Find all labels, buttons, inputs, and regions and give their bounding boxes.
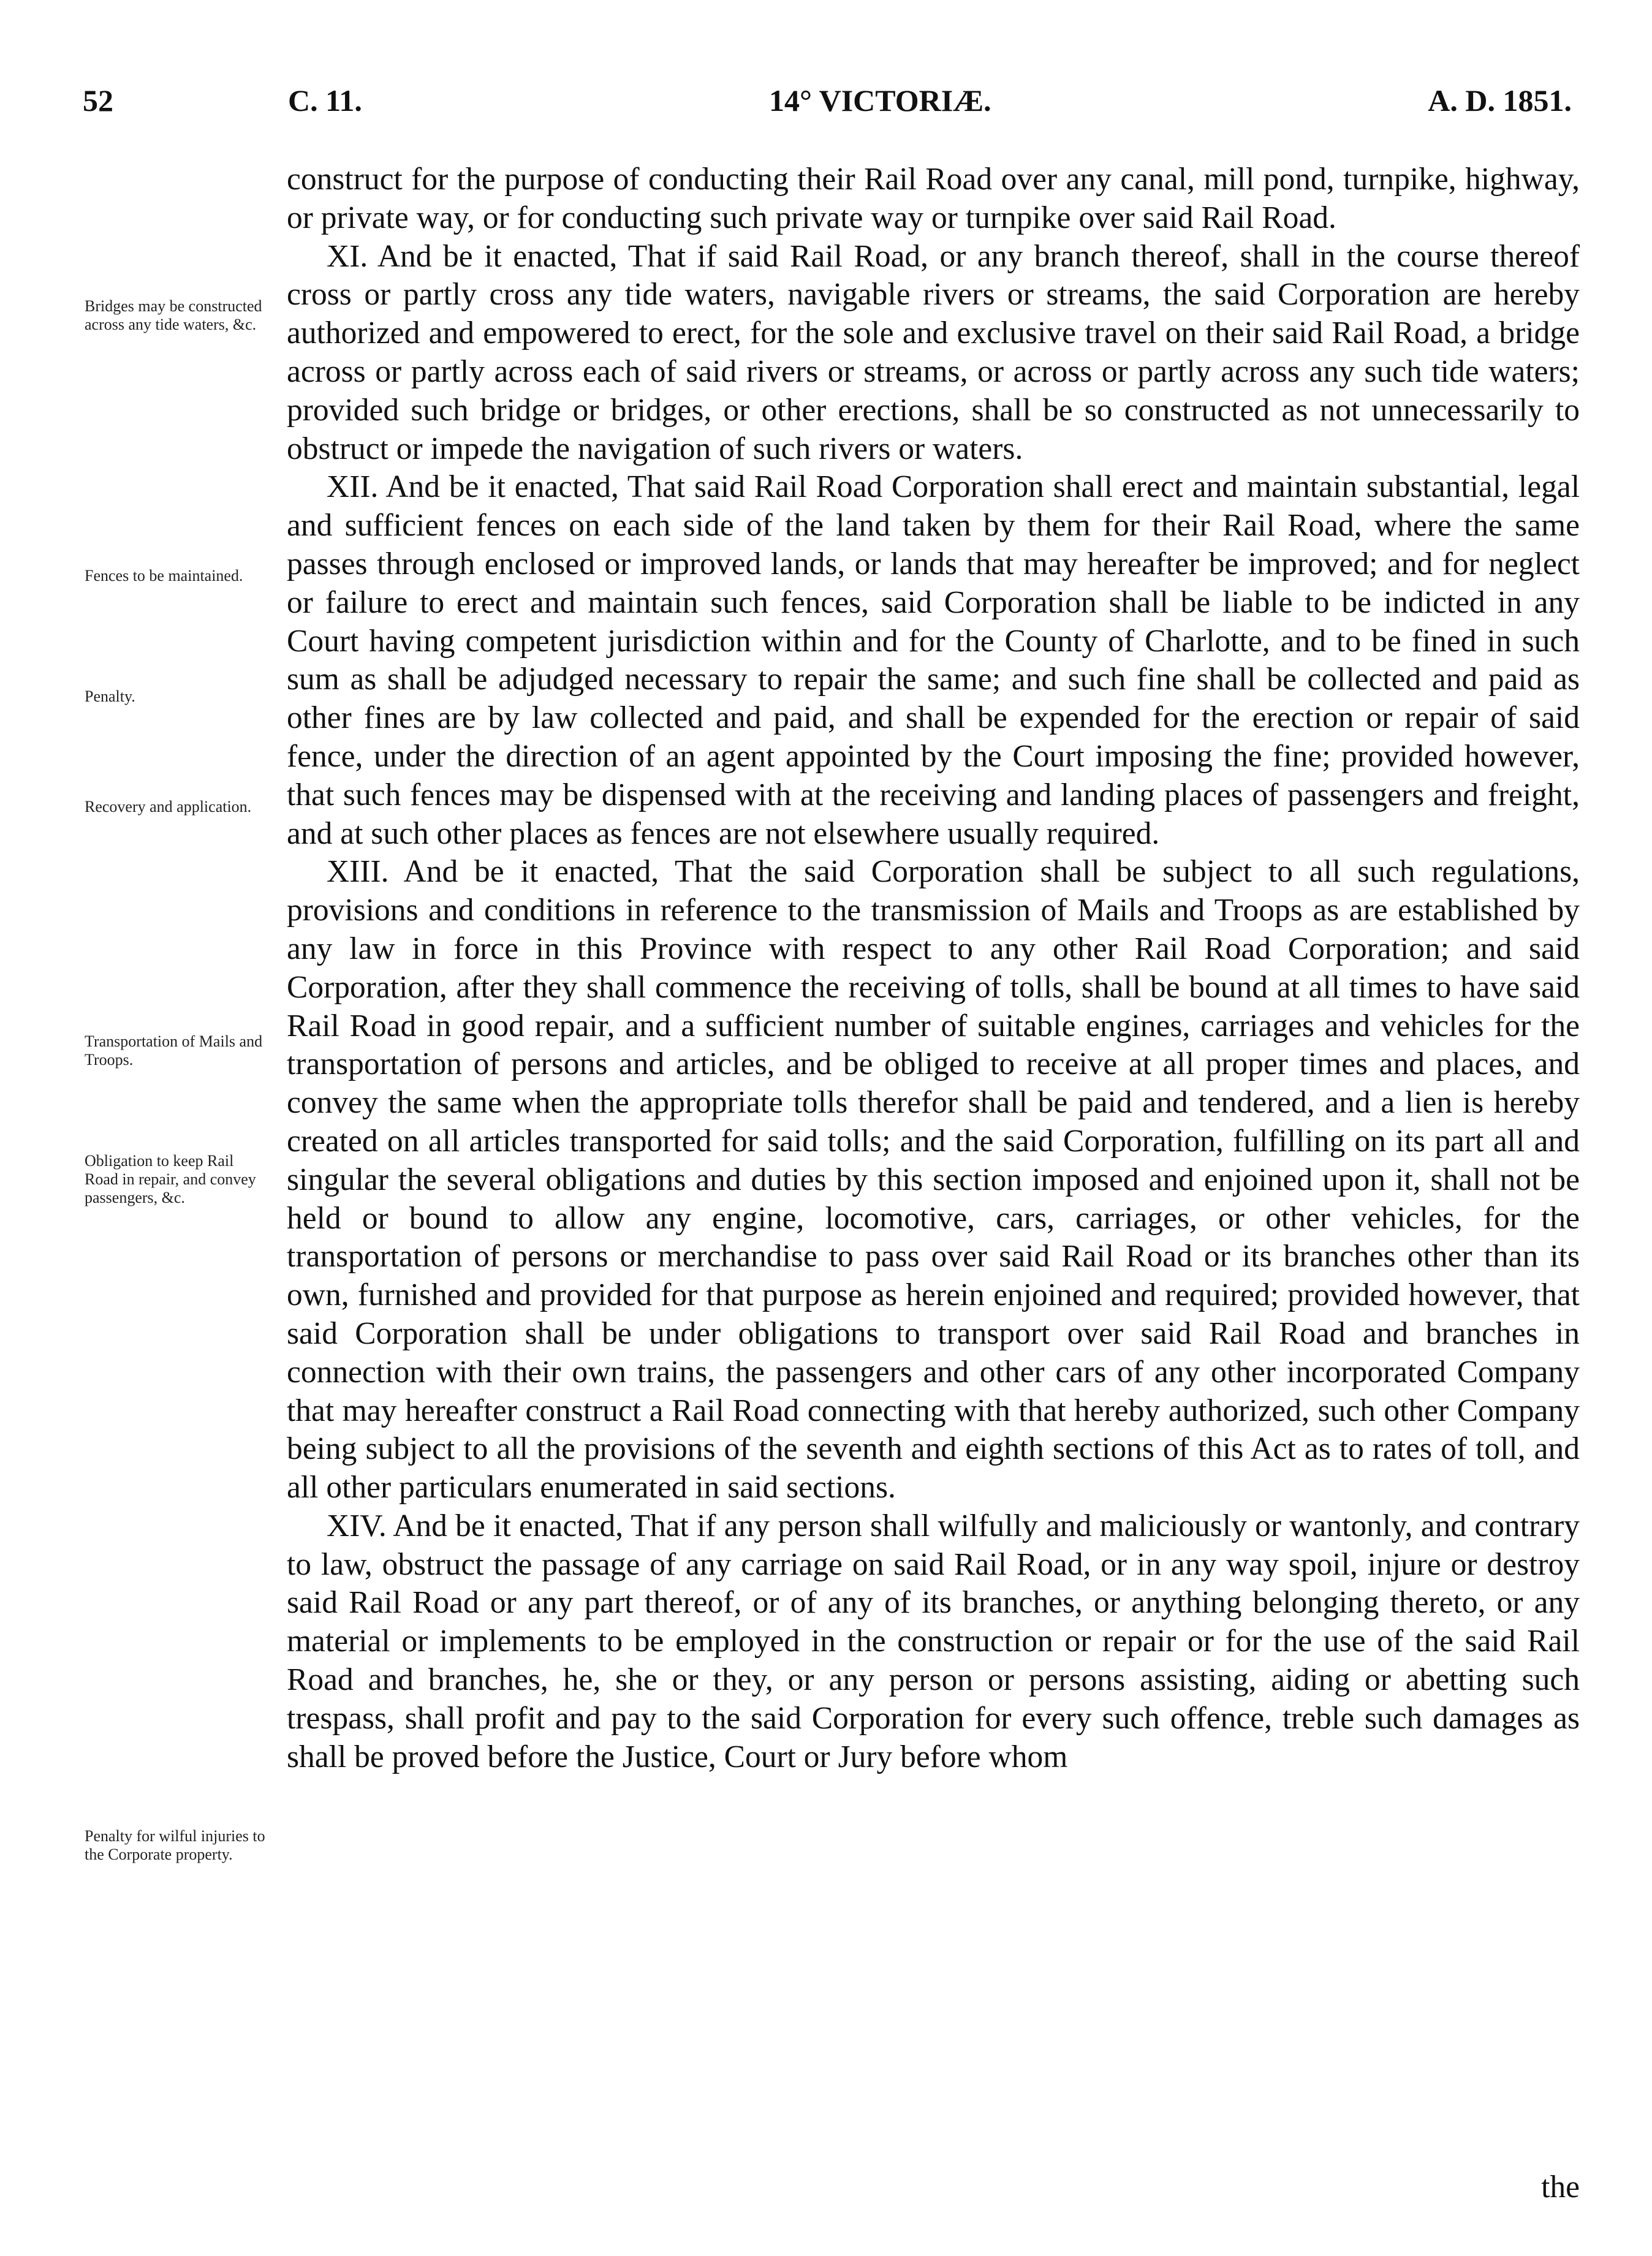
section-xii: XII. And be it enacted, That said Rail Road Corporation shall erect and maintain substantial, legal and sufficient fences on each side of the land taken by them for their Rail Road, where the same passes through enclosed or improved lands, or lands that may hereafter be improved; and for neglect or failure to erect and maintain such fences, said Corporation shall be liable to be indicted in any Court having competent jurisdiction within and for the County of Charlotte, and to be fined in such sum as shall be adjudged necessary to repair the same; and such fine shall be collected and paid as other fines are by law collected and paid, and shall be expended for the erection or repair of said fence, under the direction of an agent appointed by the Court imposing the fine; provided however, that such fences may be dispensed with at the receiving and landing places of passengers and freight, and at such other places as fences are not elsewhere usually required.: [287, 469, 1580, 851]
statute-body: [287, 161, 1580, 1776]
paragraph-continuation: construct for the purpose of conducting their Rail Road over any canal, mill pond, turnpike, highway, or private way, or for conducting such private way or turnpike over said Rail Road.: [287, 162, 1580, 235]
margin-note-transportation: Transportation of Mails and Troops.: [85, 1032, 263, 1069]
section-xi: XI. And be it enacted, That if said Rail Road, or any branch thereof, shall in the course thereof cross or partly cross any tide waters, navigable rivers or streams, the said Corporation are hereby authorized and empowered to erect, for the sole and exclusive travel on their said Rail Road, a bridge across or partly across each of said rivers or streams, or across or partly across any such tide waters; provided such bridge or bridges, or other erections, shall be so constructed as not unnecessarily to obstruct or impede the navigation of such rivers or waters.: [287, 238, 1580, 466]
margin-note-penalty: Penalty.: [85, 687, 135, 705]
margin-note-obligation: Obligation to keep Rail Road in repair, and convey passengers, &c.: [85, 1152, 256, 1206]
chapter-label: C. 11.: [288, 83, 362, 118]
margin-note-penalty-wilful: Penalty for wilful injuries to the Corporate property.: [85, 1827, 265, 1863]
margin-note-recovery: Recovery and application.: [85, 798, 252, 816]
year-label: A. D. 1851.: [1428, 83, 1572, 118]
section-xiv: XIV. And be it enacted, That if any person shall wilfully and maliciously or wantonly, and contrary to law, obstruct the passage of any carriage on said Rail Road, or in any way spoil, injure or destroy said Rail Road or any part thereof, or of any of its branches, or anything belonging thereto, or any material or implements to be employed in the construction or repair or for the use of the said Rail Road and branches, he, she or they, or any person or persons assisting, aiding or abetting such trespass, shall profit and pay to the said Corporation for every such offence, treble such damages as shall be proved before the Justice, Court or Jury before whom: [287, 1508, 1580, 1774]
running-header: [83, 83, 1572, 126]
margin-note-fences: Fences to be maintained.: [85, 567, 243, 585]
page-number: 52: [83, 83, 113, 118]
regnal-year: 14° VICTORIÆ.: [769, 83, 991, 118]
margin-note-bridges: Bridges may be constructed across any tide waters, &c.: [85, 297, 262, 333]
section-xiii: XIII. And be it enacted, That the said Corporation shall be subject to all such regulations, provisions and conditions in reference to the transmission of Mails and Troops as are established by any law in force in this Province with respect to any other Rail Road Corporation; and said Corporation, after they shall commence the receiving of tolls, shall be bound at all times to have said Rail Road in good repair, and a sufficient number of suitable engines, carriages and vehicles for the transportation of persons and articles, and be obliged to receive at all proper times and places, and convey the same when the appropriate tolls therefor shall be paid and tendered, and a lien is hereby created on all articles transported for said tolls; and the said Corporation, fulfilling on its part all and singular the several obligations and duties by this section imposed and enjoined upon it, shall not be held or bound to allow any engine, locomotive, cars, carriages, or other vehicles, for the transportation of persons or merchandise to pass over said Rail Road or its branches other than its own, furnished and provided for that purpose as herein enjoined and required; provided however, that said Corporation shall be under obligations to transport over said Rail Road and branches in connection with their own trains, the passengers and other cars of any other incorporated Company that may hereafter construct a Rail Road connecting with that hereby authorized, such other Company being subject to all the provisions of the seventh and eighth sections of this Act as to rates of toll, and all other particulars enumerated in said sections.: [287, 854, 1580, 1505]
catchword: the: [1541, 2170, 1580, 2205]
